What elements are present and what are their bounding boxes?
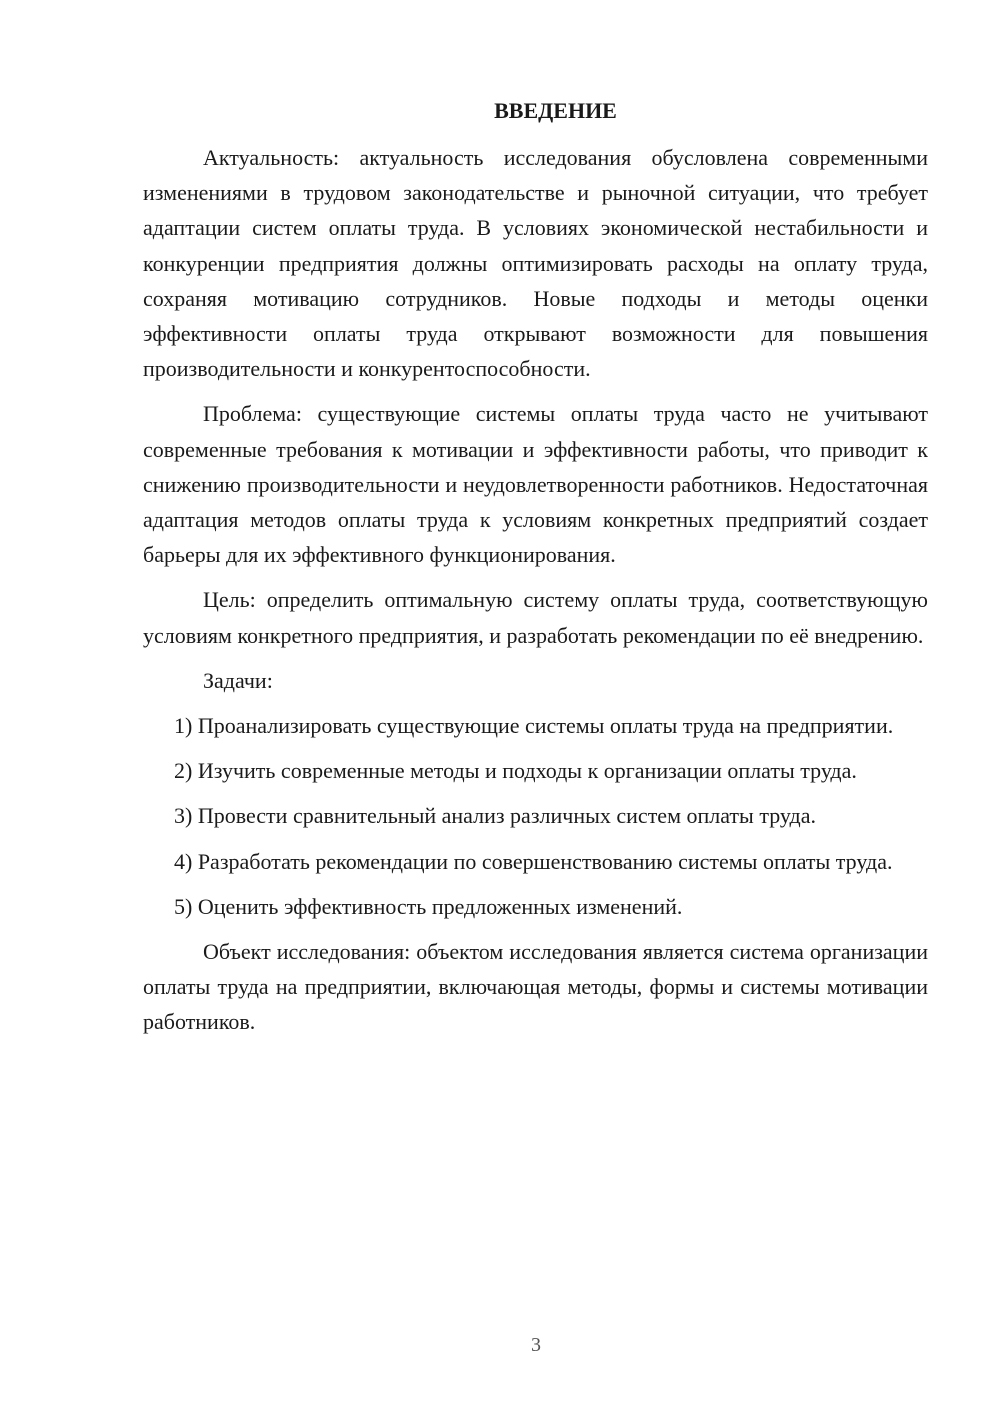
object-paragraph: Объект исследования: объектом исследования является система организации оплаты труда на предприятии, включающая методы, формы и системы мотивации работников. — [143, 939, 928, 1035]
tasks-label: Задачи: — [203, 667, 273, 693]
task-item: 5) Оценить эффективность предложенных изменений. — [174, 893, 683, 919]
task-item: 3) Провести сравнительный анализ различных систем оплаты труда. — [174, 803, 816, 829]
relevance-paragraph: Актуальность: актуальность исследования обусловлена современными изменениями в трудовом законодательстве и рыночной ситуации, что требует адаптации систем оплаты труда. В условиях экономической нестабильности и конкуренции предприятия должны оптимизировать расходы на оплату труда, сохраняя мотивацию сотрудников. Новые подходы и методы оценки эффективности оплаты труда открывают возможности для повышения производительности и конкурентоспособности. — [143, 145, 928, 382]
problem-paragraph: Проблема: существующие системы оплаты труда часто не учитывают современные требования к мотивации и эффективности работы, что приводит к снижению производительности и неудовлетворенности работников. Недостаточная адаптация методов оплаты труда к условиям конкретных предприятий создает барьеры для их эффективного функционирования. — [143, 401, 928, 568]
task-item: 1) Проанализировать существующие системы оплаты труда на предприятии. — [174, 713, 894, 739]
task-item: 4) Разработать рекомендации по совершенствованию системы оплаты труда. — [174, 848, 893, 874]
page-content — [143, 96, 928, 1040]
task-item: 2) Изучить современные методы и подходы к организации оплаты труда. — [174, 758, 857, 784]
goal-paragraph: Цель: определить оптимальную систему оплаты труда, соответствующую условиям конкретного предприятия, и разработать рекомендации по её внедрению. — [143, 587, 928, 648]
section-heading: ВВЕДЕНИЕ — [494, 98, 617, 123]
page-number: 3 — [531, 1334, 541, 1356]
